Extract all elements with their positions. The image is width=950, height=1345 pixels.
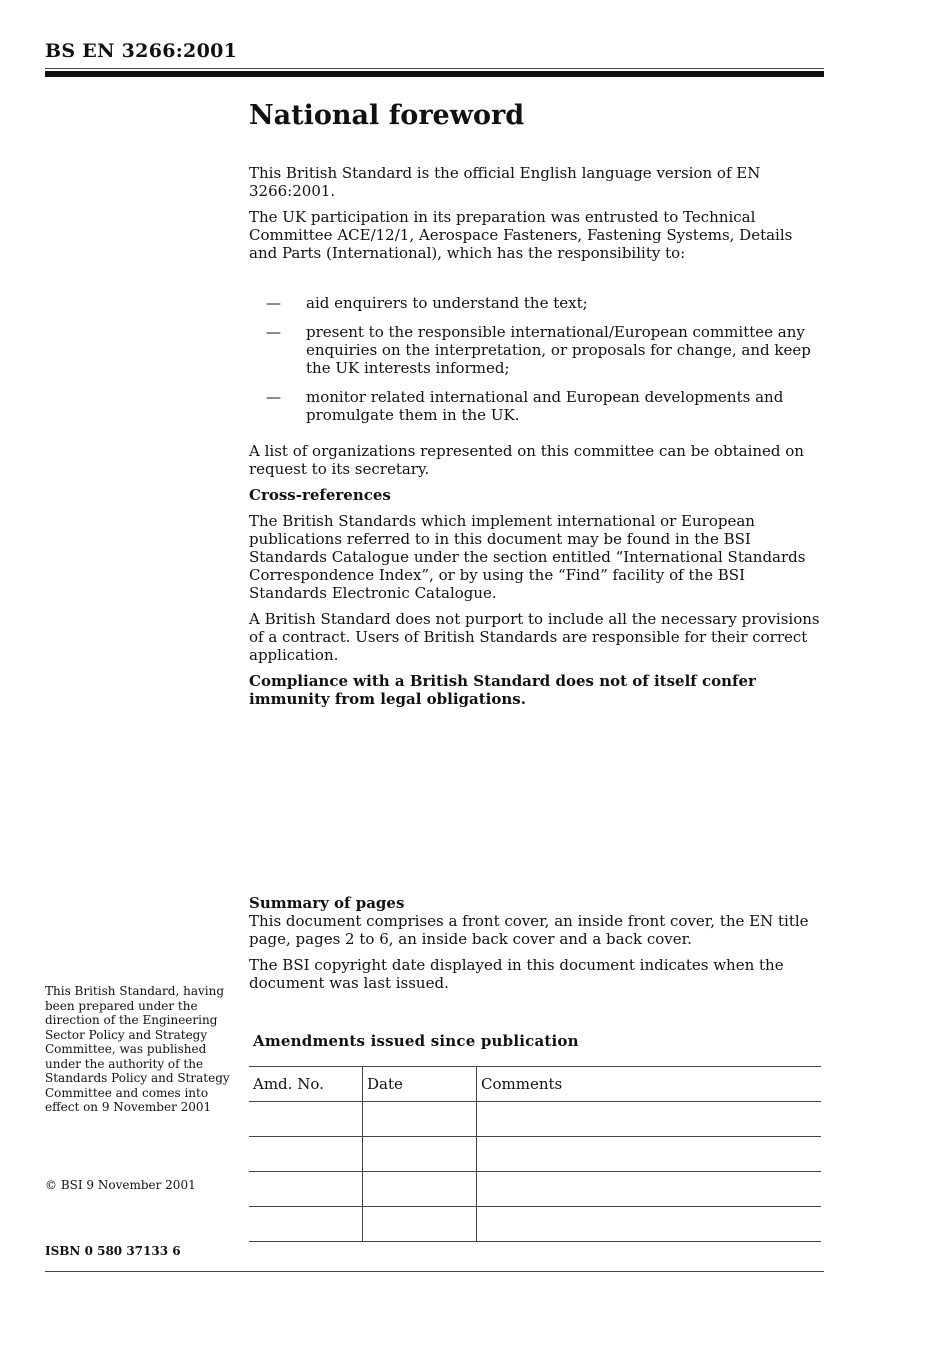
header-rule-thin	[45, 68, 824, 69]
summary-heading: Summary of pages	[249, 894, 405, 912]
column-header-amd-no: Amd. No.	[249, 1067, 363, 1102]
column-header-comments: Comments	[477, 1067, 822, 1102]
table-cell	[249, 1207, 363, 1242]
participation-paragraph: The UK participation in its preparation was entrusted to Technical Committee ACE/12/1, Aerospace Fasteners, Fastening Systems, Details and Parts (International), which has the responsibility to:	[249, 208, 793, 262]
list-item: — present to the responsible international/European committee any enquiries on the interpretation, or proposals for change, and keep the UK interests informed;	[266, 323, 811, 377]
table-row	[249, 1102, 821, 1137]
table-header-row	[249, 1067, 821, 1102]
publication-note: This British Standard, having been prepared under the direction of the Engineering Sector Policy and Strategy Committee, was published under the authority of the Standards Policy and Strategy Committee and comes into effect on 9 November 2001	[45, 984, 230, 1114]
compliance-paragraph: Compliance with a British Standard does not of itself confer immunity from legal obligations.	[249, 672, 756, 708]
header-rule-thick	[45, 71, 824, 77]
table-cell	[363, 1172, 477, 1207]
document-id: BS EN 3266:2001	[45, 40, 238, 62]
cross-references-paragraph: The British Standards which implement international or European publications referred to in this document may be found in the BSI Standards Catalogue under the section entitled “International Standards Correspondence Index”, or by using the “Find” facility of the BSI Standards Electronic Catalogue.	[249, 512, 806, 602]
contract-paragraph: A British Standard does not purport to include all the necessary provisions of a contract. Users of British Standards are responsible for their correct application.	[249, 610, 820, 664]
dash-bullet: —	[266, 294, 281, 312]
table-cell	[249, 1102, 363, 1137]
table-cell	[477, 1172, 822, 1207]
table-cell	[477, 1102, 822, 1137]
cross-references-heading: Cross-references	[249, 486, 391, 504]
table-cell	[477, 1137, 822, 1172]
table-cell	[249, 1137, 363, 1172]
table-cell	[363, 1137, 477, 1172]
intro-paragraph: This British Standard is the official English language version of EN 3266:2001.	[249, 164, 761, 200]
isbn: ISBN 0 580 37133 6	[45, 1244, 181, 1258]
dash-bullet: —	[266, 388, 281, 406]
table-row	[249, 1172, 821, 1207]
responsibility-list	[249, 294, 824, 424]
amendments-table	[249, 1066, 821, 1242]
table-row	[249, 1137, 821, 1172]
dash-bullet: —	[266, 323, 281, 341]
list-item: — aid enquirers to understand the text;	[266, 294, 588, 312]
table-row	[249, 1207, 821, 1242]
table-cell	[363, 1102, 477, 1137]
foreword-body	[249, 164, 824, 716]
copyright-date-note: The BSI copyright date displayed in this document indicates when the document was last issued.	[249, 956, 784, 992]
summary-section	[249, 894, 824, 1000]
table-cell	[249, 1172, 363, 1207]
organizations-paragraph: A list of organizations represented on this committee can be obtained on request to its secretary.	[249, 442, 804, 478]
page-title: National foreword	[249, 100, 525, 131]
summary-paragraph: This document comprises a front cover, an inside front cover, the EN title page, pages 2 to 6, an inside back cover and a back cover.	[249, 912, 809, 948]
table-cell	[363, 1207, 477, 1242]
table-cell	[477, 1207, 822, 1242]
column-header-date: Date	[363, 1067, 477, 1102]
footer-rule	[45, 1271, 824, 1272]
list-item: — monitor related international and European developments and promulgate them in the UK.	[266, 388, 784, 424]
amendments-title: Amendments issued since publication	[253, 1032, 579, 1050]
copyright-notice: © BSI 9 November 2001	[45, 1178, 196, 1192]
